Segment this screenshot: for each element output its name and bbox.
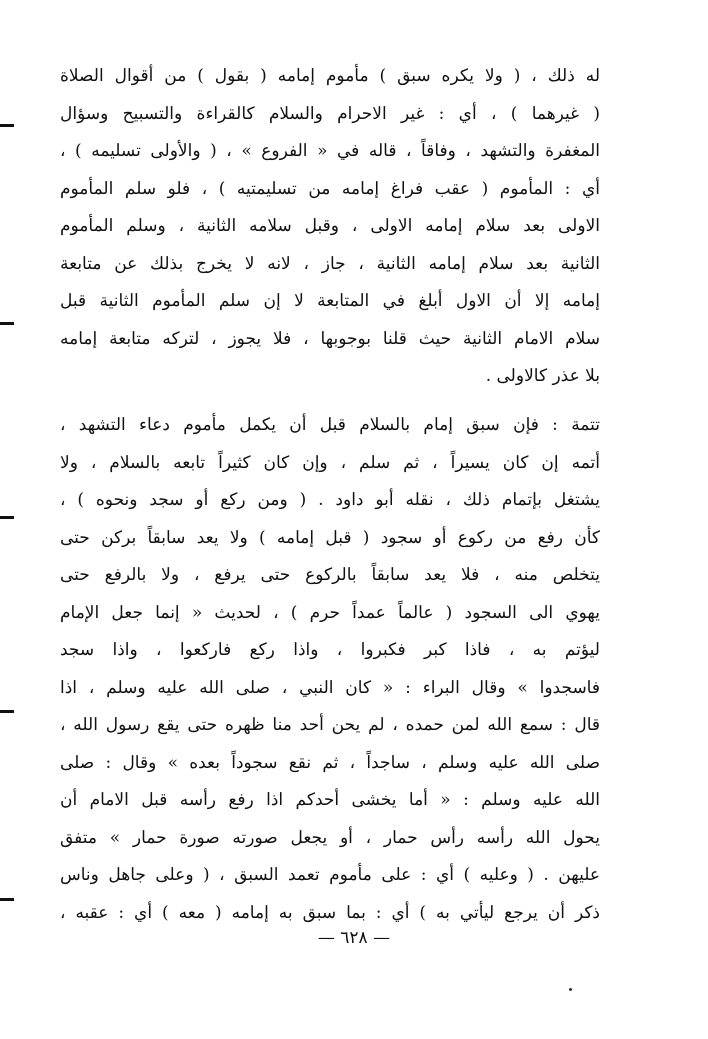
margin-mark [0,124,14,127]
text-line: بلا عذر كالاولى . [485,366,600,386]
text-line: يهوي الى السجود ( عالماً عمداً حرم ) ، لحديث « إنما جعل الإمام [60,602,600,623]
scan-speck [569,988,572,991]
text-line: ذكر أن يرجع ليأتي به ) أي : بما سبق به إمامه ( معه ) أي : عقبه ، [60,902,600,923]
text-line: الثانية بعد سلام إمامه الثانية ، جاز ، لانه لا يخرج بذلك عن متابعة [60,253,600,274]
margin-mark [0,898,14,901]
text-line: أي : المأموم ( عقب فراغ إمامه من تسليمتيه ) ، فلو سلم المأموم [60,178,600,199]
page-number: — ٦٢٨ — [317,928,391,948]
text-line: يتخلص منه ، فلا يعد سابقاً بالركوع حتى يرفع ، ولا بالرفع حتى [60,565,600,585]
text-line: أتمه إن كان يسيراً ، ثم سلم ، وإن كان كثيراً تابعه بالسلام ، ولا [60,452,600,473]
text-line: الله عليه وسلم : « أما يخشى أحدكم اذا رفع رأسه قبل الامام أن [60,790,600,810]
text-line: له ذلك ، ( ولا يكره سبق ) مأموم إمامه ( بقول ) من أقوال الصلاة [60,66,600,86]
text-line: صلى الله عليه وسلم ، ساجداً ، ثم نقع سجوداً بعده » وقال : صلى [60,752,600,773]
text-line: ليؤتم به ، فاذا كبر فكبروا ، واذا ركع فاركعوا ، واذا سجد [60,640,600,660]
text-line: ( غيرهما ) ، أي : غير الاحرام والسلام كالقراءة والتسبيح وسؤال [60,103,600,124]
margin-mark [0,516,14,519]
text-line: إمامه إلا أن الاول أبلغ في المتابعة لا إن سلم المأموم الثانية قبل [60,291,600,311]
text-line: كأن رفع من ركوع أو سجود ( قبل إمامه ) ولا يعد سابقاً بركن حتى [60,527,600,548]
margin-mark [0,322,14,325]
text-line: المغفرة والتشهد ، وفاقاً ، قاله في « الفروع » ، ( والأولى تسليمه ) ، [60,141,600,161]
text-line: الاولى بعد سلام إمامه الاولى ، وقبل سلامه الثانية ، وسلم المأموم [60,216,600,236]
paragraph-2 [60,407,600,932]
text-line: قال : سمع الله لمن حمده ، لم يحن أحد منا ظهره حتى يقع رسول الله ، [60,715,600,735]
paragraph-1 [60,58,600,396]
text-line: عليهن . ( وعليه ) أي : على مأموم تعمد السبق ، ( وعلى جاهل وناس [60,865,600,885]
margin-mark [0,710,14,713]
text-line: سلام الامام الثانية حيث قلنا بوجوبها ، فلا يجوز ، لتركه متابعة إمامه [60,328,600,349]
text-line: يحول الله رأسه رأس حمار ، أو يجعل صورته صورة حمار » متفق [60,827,600,848]
text-line: يشتغل بإتمام ذلك ، نقله أبو داود . ( ومن ركع أو سجد ونحوه ) ، [60,490,600,510]
text-line: تتمة : فإن سبق إمام بالسلام قبل أن يكمل مأموم دعاء التشهد ، [60,415,600,435]
text-line: فاسجدوا » وقال البراء : « كان النبي ، صلى الله عليه وسلم ، اذا [60,677,600,698]
